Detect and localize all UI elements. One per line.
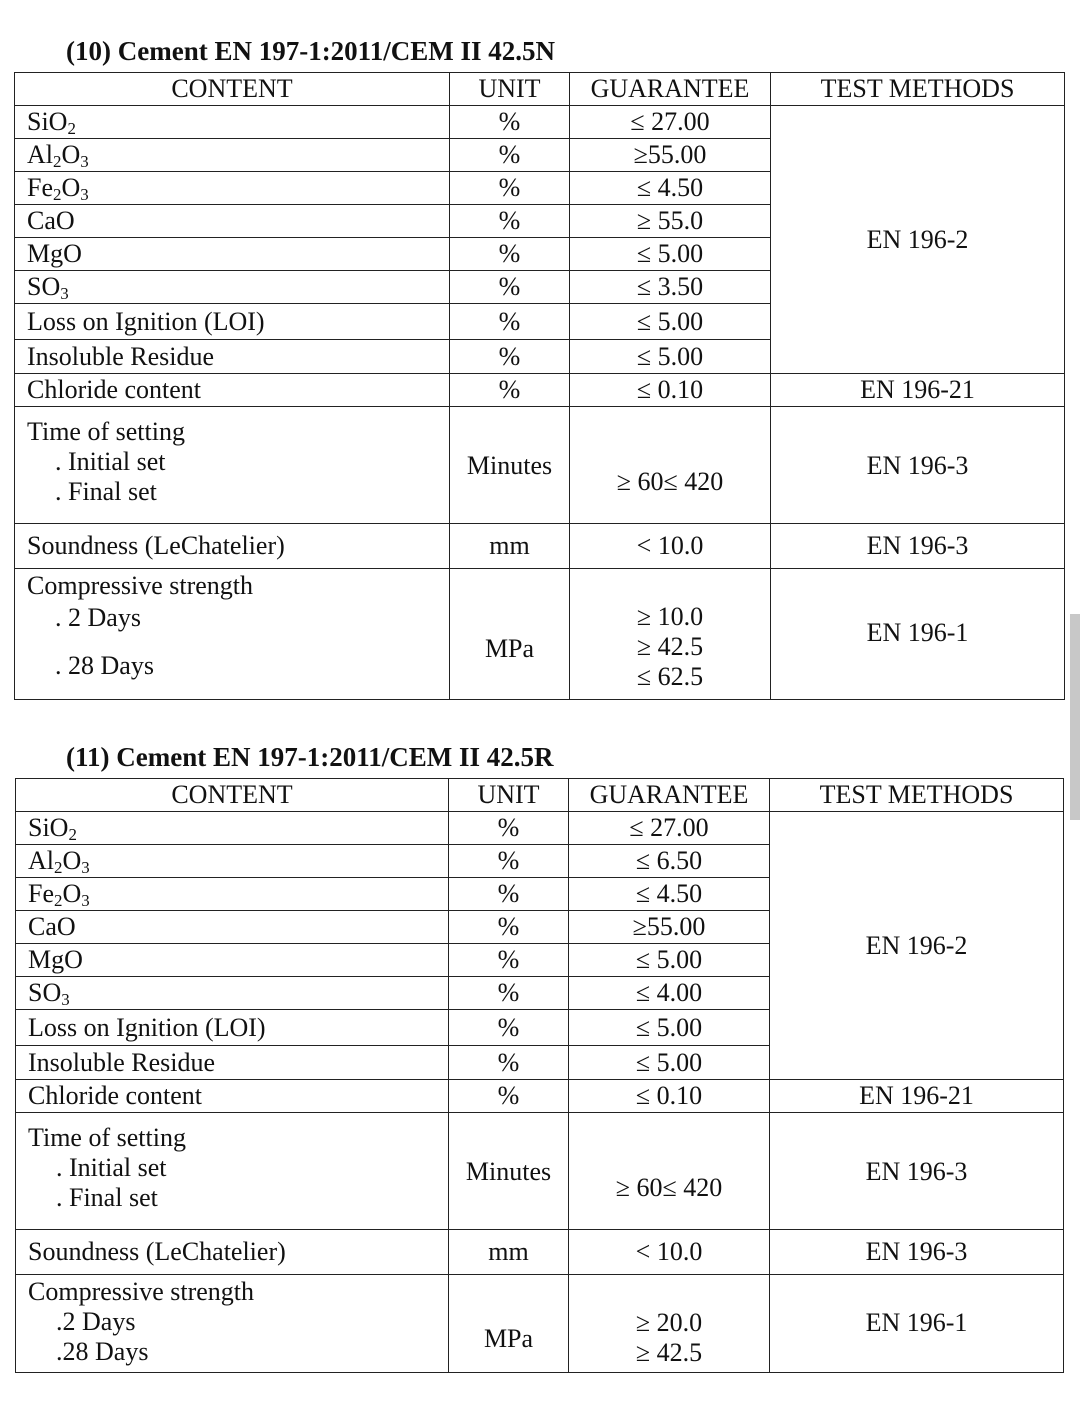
unit-cell: Minutes [450, 407, 570, 524]
content-cell: Loss on Ignition (LOI) [15, 304, 450, 340]
content-cell: $SO_3$ [15, 271, 450, 304]
content-cell: Soundness (LeChatelier) [16, 1230, 449, 1275]
header-content: CONTENT [16, 779, 449, 812]
unit-cell: % [450, 340, 570, 374]
test-method-cell: EN 196-3 [770, 1113, 1064, 1230]
content-cell [15, 407, 450, 524]
setting-row [15, 407, 1065, 524]
content-cell: SiO$_2$ [16, 812, 449, 845]
content-cell: $Al_2O_3$ [15, 139, 450, 172]
content-cell: CaO [16, 911, 449, 944]
guarantee-cell: ≤ 5.00 [569, 1010, 770, 1046]
strength-row [15, 569, 1065, 700]
guarantee-cell: ≤ 3.50 [570, 271, 771, 304]
chloride-row [15, 374, 1065, 407]
test-method-cell: EN 196-21 [770, 1080, 1064, 1113]
spec-table-11 [15, 778, 1064, 1373]
setting-label: Time of setting [27, 417, 185, 446]
initial-set-label: . Initial set [55, 446, 166, 476]
header-content: CONTENT [15, 73, 450, 106]
guarantee-cell: ≥ 55.0 [570, 205, 771, 238]
header-test-methods: TEST METHODS [770, 779, 1064, 812]
soundness-row [15, 524, 1065, 569]
soundness-row [16, 1230, 1064, 1275]
unit-cell: % [449, 1080, 569, 1113]
content-cell [16, 1113, 449, 1230]
guarantee-cell: ≤ 27.00 [570, 106, 771, 139]
unit-cell: % [450, 271, 570, 304]
unit-cell: % [449, 977, 569, 1010]
guarantee-cell: < 10.0 [569, 1230, 770, 1275]
test-method-cell: EN 196-2 [771, 106, 1065, 374]
unit-cell: MPa [450, 569, 570, 700]
unit-cell: MPa [449, 1275, 569, 1373]
final-set-label: . Final set [56, 1182, 158, 1212]
unit-cell: mm [450, 524, 570, 569]
setting-label: Time of setting [28, 1123, 186, 1152]
unit-cell: % [450, 139, 570, 172]
test-method-cell: EN 196-3 [771, 524, 1065, 569]
unit-cell: % [449, 812, 569, 845]
guarantee-cell: ≤ 5.00 [570, 304, 771, 340]
header-guarantee: GUARANTEE [570, 73, 771, 106]
content-cell: Insoluble Residue [16, 1046, 449, 1080]
unit-cell: % [450, 106, 570, 139]
guarantee-cell: < 10.0 [570, 524, 771, 569]
unit-cell: % [449, 1010, 569, 1046]
unit-cell: % [450, 304, 570, 340]
unit-cell: % [450, 172, 570, 205]
header-unit: UNIT [449, 779, 569, 812]
guarantee-cell: ≥55.00 [570, 139, 771, 172]
header-unit: UNIT [450, 73, 570, 106]
section-10-title: (10) Cement EN 197-1:2011/CEM II 42.5N [66, 36, 555, 66]
test-method-cell: EN 196-21 [771, 374, 1065, 407]
unit-cell: Minutes [449, 1113, 569, 1230]
guarantee-cell: ≤ 5.00 [569, 1046, 770, 1080]
test-method-cell: EN 196-3 [771, 407, 1065, 524]
guarantee-cell: ≤ 5.00 [570, 238, 771, 271]
test-method-cell: EN 196-1 [770, 1275, 1064, 1373]
guarantee-cell: ≥ 60≤ 420 [570, 407, 771, 524]
content-cell [15, 569, 450, 700]
test-method-cell: EN 196-1 [771, 569, 1065, 700]
guarantee-cell: ≥ 60≤ 420 [569, 1113, 770, 1230]
days-2-label: . 2 Days [55, 602, 141, 632]
content-cell: $Fe_2O_3$ [16, 878, 449, 911]
spec-table-10 [14, 72, 1065, 700]
strength-label: Compressive strength [28, 1277, 255, 1306]
content-cell [16, 1275, 449, 1373]
guarantee-cell: ≤ 0.10 [570, 374, 771, 407]
unit-cell: % [449, 878, 569, 911]
unit-cell: % [449, 911, 569, 944]
days-28-label: .28 Days [56, 1336, 149, 1366]
content-cell: Chloride content [16, 1080, 449, 1113]
guarantee-cell: ≥ 20.0 ≥ 42.5 [569, 1275, 770, 1373]
chloride-row [16, 1080, 1064, 1113]
table-row [15, 106, 1065, 139]
content-cell: $Fe_2O_3$ [15, 172, 450, 205]
guarantee-cell: ≤ 5.00 [569, 944, 770, 977]
guarantee-cell: ≤ 4.50 [569, 878, 770, 911]
days-2-label: .2 Days [56, 1306, 136, 1336]
guarantee-cell: ≤ 4.00 [569, 977, 770, 1010]
table-row [16, 812, 1064, 845]
guarantee-cell: ≤ 6.50 [569, 845, 770, 878]
content-cell: $SO_3$ [16, 977, 449, 1010]
content-cell: Loss on Ignition (LOI) [16, 1010, 449, 1046]
content-cell: Soundness (LeChatelier) [15, 524, 450, 569]
strength-label: Compressive strength [27, 571, 254, 600]
unit-cell: % [450, 374, 570, 407]
guarantee-cell: ≤ 27.00 [569, 812, 770, 845]
strength-row [16, 1275, 1064, 1373]
test-method-cell: EN 196-3 [770, 1230, 1064, 1275]
header-test-methods: TEST METHODS [771, 73, 1065, 106]
unit-cell: % [450, 205, 570, 238]
unit-cell: % [449, 1046, 569, 1080]
guarantee-cell: ≥55.00 [569, 911, 770, 944]
unit-cell: % [449, 845, 569, 878]
guarantee-cell: ≤ 4.50 [570, 172, 771, 205]
days-28-label: . 28 Days [55, 650, 154, 680]
content-cell: MgO [16, 944, 449, 977]
unit-cell: % [450, 238, 570, 271]
header-row [15, 73, 1065, 106]
final-set-label: . Final set [55, 476, 157, 506]
content-cell: $Al_2O_3$ [16, 845, 449, 878]
unit-cell: % [449, 944, 569, 977]
guarantee-cell: ≤ 0.10 [569, 1080, 770, 1113]
header-row [16, 779, 1064, 812]
setting-row [16, 1113, 1064, 1230]
content-cell: Insoluble Residue [15, 340, 450, 374]
scrollbar-thumb[interactable] [1070, 614, 1080, 820]
test-method-cell: EN 196-2 [770, 812, 1064, 1080]
guarantee-cell: ≤ 5.00 [570, 340, 771, 374]
header-guarantee: GUARANTEE [569, 779, 770, 812]
guarantee-cell: ≥ 10.0 ≥ 42.5 ≤ 62.5 [570, 569, 771, 700]
content-cell: SiO$_2$ [15, 106, 450, 139]
initial-set-label: . Initial set [56, 1152, 167, 1182]
content-cell: CaO [15, 205, 450, 238]
content-cell: MgO [15, 238, 450, 271]
section-11-title: (11) Cement EN 197-1:2011/CEM II 42.5R [66, 742, 554, 772]
content-cell: Chloride content [15, 374, 450, 407]
unit-cell: mm [449, 1230, 569, 1275]
